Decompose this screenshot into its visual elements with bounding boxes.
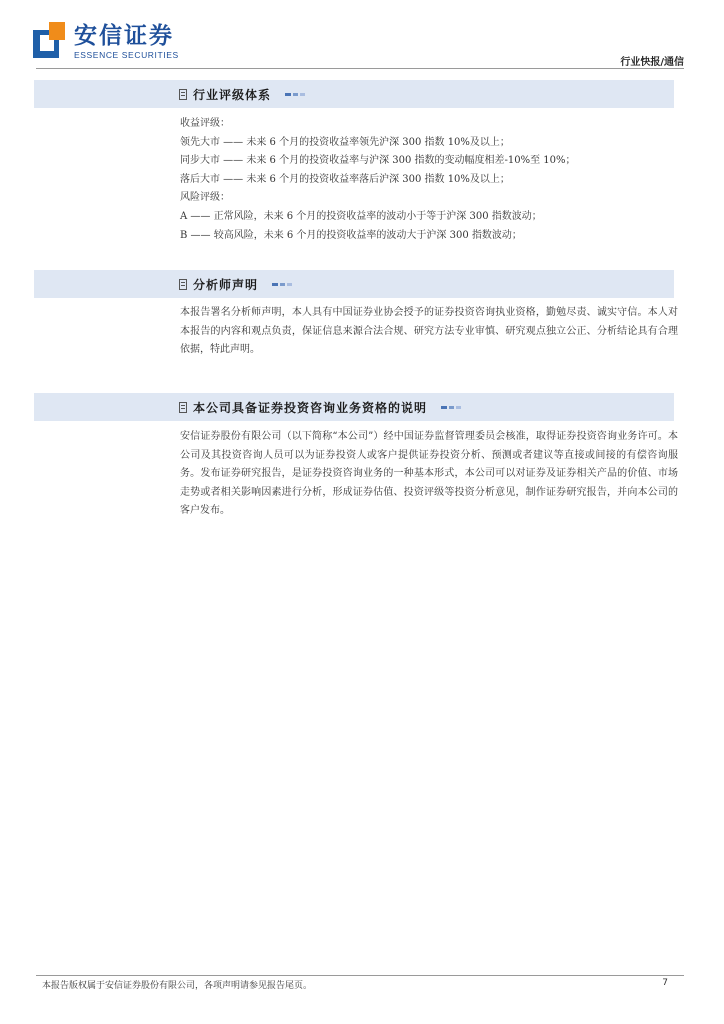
section-header-analyst <box>34 270 674 298</box>
analyst-statement-body <box>180 304 678 360</box>
decorative-dots-icon <box>285 93 307 96</box>
document-icon <box>179 89 187 100</box>
decorative-dots-icon <box>441 406 463 409</box>
rating-line: 收益评级： <box>180 118 230 129</box>
section-header-rating <box>34 80 674 108</box>
section-title: 分析师声明 <box>193 277 259 292</box>
analyst-statement-text: 本报告署名分析师声明，本人具有中国证券业协会授予的证券投资咨询执业资格，勤勉尽责、诚实守信。本人对本报告的内容和观点负责，保证信息来源合法合规、研究方法专业审慎、研究观点独立公正、分析结论具有合理依据，特此声明。 <box>180 307 678 356</box>
rating-line: 同步大市 —— 未来 6 个月的投资收益率与沪深 300 指数的变动幅度相差-10%至 10%； <box>180 155 576 167</box>
rating-line: A —— 正常风险，未来 6 个月的投资收益率的波动小于等于沪深 300 指数波动； <box>180 210 542 222</box>
header-divider <box>36 68 684 69</box>
footer-copyright: 本报告版权属于安信证券股份有限公司，各项声明请参见报告尾页。 <box>42 981 313 991</box>
document-icon <box>179 402 187 413</box>
company-logo <box>33 22 179 60</box>
section-title: 本公司具备证券投资咨询业务资格的说明 <box>193 400 428 415</box>
section-header-qualification <box>34 393 674 421</box>
qualification-text: 安信证券股份有限公司（以下简称“本公司”）经中国证券监督管理委员会核准，取得证券投资咨询业务许可。本公司及其投资咨询人员可以为证券投资人或客户提供证券投资分析、预测或者建议等直接或间接的有偿咨询服务。发布证券研究报告，是证券投资咨询业务的一种基本形式，本公司可以对证券及证券相关产品的价值、市场走势或者相关影响因素进行分析，形成证券估值、投资评级等投资分析意见，制作证券研究报告，并向本公司的客户发布。 <box>180 431 678 517</box>
document-icon <box>179 279 187 290</box>
section-title: 行业评级体系 <box>193 87 272 102</box>
page-number: 7 <box>662 978 668 988</box>
report-category: 行业快报/通信 <box>620 57 684 68</box>
footer-divider <box>36 975 684 976</box>
rating-line: B —— 较高风险，未来 6 个月的投资收益率的波动大于沪深 300 指数波动； <box>180 229 522 241</box>
decorative-dots-icon <box>272 283 294 286</box>
qualification-body <box>180 428 678 521</box>
rating-system-body <box>180 115 678 245</box>
logo-name-en: ESSENCE SECURITIES <box>74 49 179 60</box>
rating-line: 落后大市 —— 未来 6 个月的投资收益率落后沪深 300 指数 10%及以上； <box>180 173 510 185</box>
rating-line: 风险评级： <box>180 192 230 204</box>
logo-name-cn: 安信证券 <box>74 22 174 49</box>
rating-line: 领先大市 —— 未来 6 个月的投资收益率领先沪深 300 指数 10%及以上； <box>180 136 510 148</box>
logo-mark-icon <box>33 22 67 60</box>
